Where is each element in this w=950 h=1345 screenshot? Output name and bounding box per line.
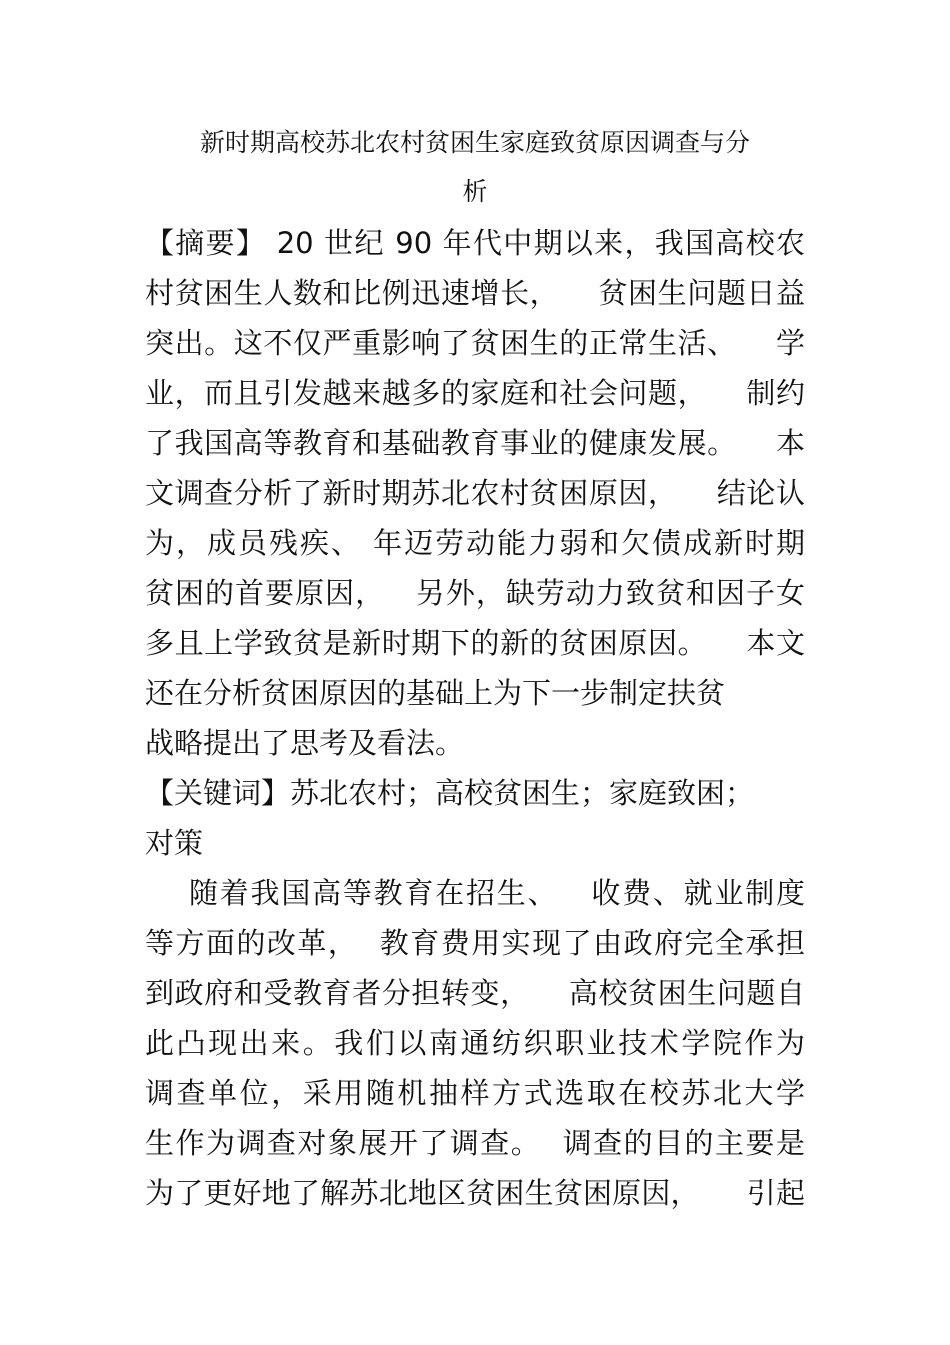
body-line: 此凸现出来。我们以南通纺织职业技术学院作为 <box>145 1026 805 1060</box>
abstract-line: 贫困的首要原因， 另外，缺劳动力致贫和因子女 <box>145 576 805 610</box>
keywords-line: 【关键词】苏北农村；高校贫困生；家庭致困； <box>145 776 755 810</box>
document-title-line-1: 新时期高校苏北农村贫困生家庭致贫原因调查与分 <box>199 128 750 157</box>
body-line: 生作为调查对象展开了调查。 调查的目的主要是 <box>145 1126 805 1160</box>
body-line: 随着我国高等教育在招生、 收费、就业制度 <box>145 876 805 910</box>
abstract-line: 还在分析贫困原因的基础上为下一步制定扶贫 <box>145 676 726 710</box>
abstract-line: 多且上学致贫是新时期下的新的贫困原因。 本文 <box>145 626 805 660</box>
abstract-line: 【摘要】 20 世纪 90 年代中期以来，我国高校农 <box>145 226 805 260</box>
body-line: 调查单位，采用随机抽样方式选取在校苏北大学 <box>145 1076 805 1110</box>
abstract-line: 突出。这不仅严重影响了贫困生的正常生活、 学 <box>145 326 805 360</box>
body-line: 等方面的改革， 教育费用实现了由政府完全承担 <box>145 926 805 960</box>
abstract-line: 业，而且引发越来越多的家庭和社会问题， 制约 <box>145 376 805 410</box>
document-title-line-2: 析 <box>462 177 488 206</box>
keywords-line: 对策 <box>145 826 204 860</box>
abstract-line: 了我国高等教育和基础教育事业的健康发展。 本 <box>145 426 805 460</box>
abstract-line: 战略提出了思考及看法。 <box>145 726 465 760</box>
body-line: 到政府和受教育者分担转变， 高校贫困生问题自 <box>145 976 805 1010</box>
body-line: 为了更好地了解苏北地区贫困生贫困原因， 引起 <box>145 1176 805 1210</box>
abstract-line: 文调查分析了新时期苏北农村贫困原因， 结论认 <box>145 476 805 510</box>
abstract-line: 村贫困生人数和比例迅速增长， 贫困生问题日益 <box>145 276 805 310</box>
abstract-line: 为，成员残疾、 年迈劳动能力弱和欠债成新时期 <box>145 526 805 560</box>
